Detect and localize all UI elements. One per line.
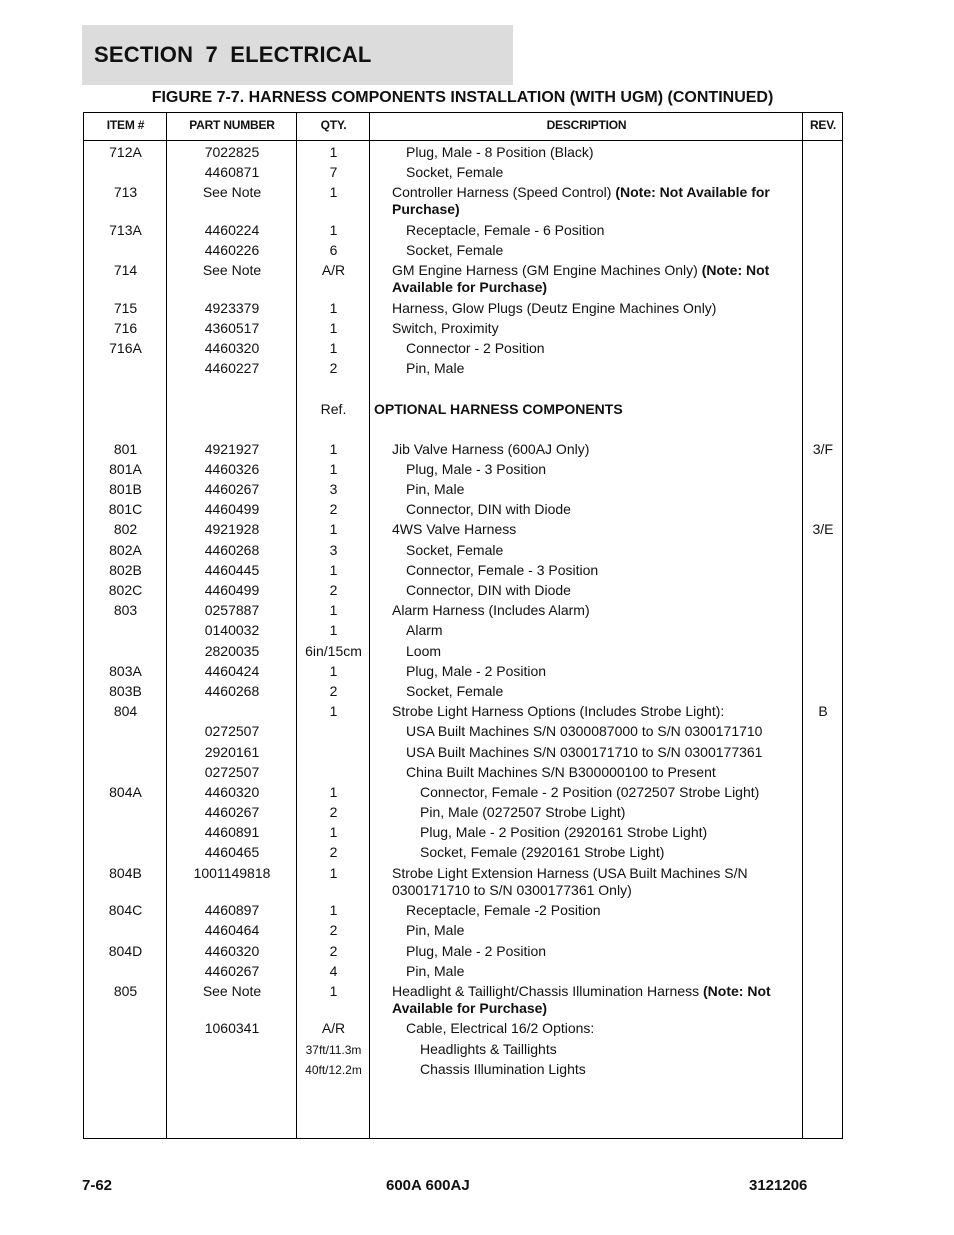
quantity: 1 [329, 184, 338, 201]
part-number: 4460464 [204, 922, 260, 939]
availability-note: (Note: Not Available for Purchase) [392, 982, 771, 1016]
item-number: 803 [113, 602, 138, 619]
table-row [84, 700, 842, 720]
part-number: 4460897 [204, 902, 260, 919]
table-row [84, 801, 842, 821]
part-number: 4921927 [204, 440, 260, 457]
part-number: 0140032 [204, 622, 260, 639]
description-text: Connector, Female - 2 Position (0272507 Strobe Light) [420, 783, 760, 800]
quantity: 4 [329, 962, 338, 979]
table-row [84, 919, 842, 939]
part-number: 4923379 [204, 299, 260, 316]
description-text: Cable, Electrical 16/2 Options: [406, 1020, 595, 1037]
description [374, 922, 802, 939]
table-row [84, 478, 842, 498]
description-text: Pin, Male [406, 922, 465, 939]
description [374, 582, 802, 599]
description-text: Harness, Glow Plugs (Deutz Engine Machines Only) [392, 299, 717, 316]
item-number: 802A [109, 541, 142, 558]
description [374, 521, 802, 538]
table-row [84, 960, 842, 980]
description-text: Pin, Male (0272507 Strobe Light) [420, 804, 626, 821]
item-number: 801 [113, 440, 138, 457]
part-number: See Note [202, 262, 262, 279]
part-number: See Note [202, 982, 262, 999]
quantity: 6 [329, 242, 338, 259]
quantity: 1 [329, 783, 338, 800]
quantity: A/R [321, 262, 346, 279]
table-row [84, 940, 842, 960]
description [374, 441, 802, 458]
item-number: 804A [109, 783, 142, 800]
description [374, 703, 802, 720]
part-number: 4460871 [204, 164, 260, 181]
section-label [374, 401, 802, 418]
quantity: 1 [329, 561, 338, 578]
description-text: Plug, Male - 3 Position [406, 460, 547, 477]
item-number: 716 [113, 319, 138, 336]
table-row [84, 899, 842, 919]
table-row [84, 1058, 842, 1078]
description [374, 300, 802, 317]
description-text: Headlights & Taillights [420, 1040, 557, 1057]
quantity: 1 [329, 622, 338, 639]
table-row [84, 539, 842, 559]
description [374, 262, 802, 296]
table-row [84, 821, 842, 841]
table-row [84, 720, 842, 740]
description [374, 360, 802, 377]
quantity: 1 [329, 982, 338, 999]
description-text: Socket, Female [406, 164, 504, 181]
part-number: 1001149818 [193, 864, 271, 881]
item-number: 803B [109, 682, 142, 699]
description [374, 501, 802, 518]
part-number: 4460267 [204, 481, 260, 498]
description-text: Chassis Illumination Lights [420, 1060, 586, 1077]
description-text: Plug, Male - 8 Position (Black) [406, 144, 594, 160]
description [374, 481, 802, 498]
quantity: 1 [329, 662, 338, 679]
parts-table [83, 112, 843, 1139]
quantity: 2 [329, 360, 338, 377]
description-text: Switch, Proximity [392, 319, 499, 336]
part-number: 4460326 [204, 460, 260, 477]
quantity: 2 [329, 582, 338, 598]
quantity: 2 [329, 682, 338, 699]
quantity: 2 [329, 844, 338, 861]
description [374, 1041, 802, 1058]
header-item: ITEM # [106, 118, 145, 132]
quantity: 1 [329, 703, 338, 720]
description [374, 602, 802, 619]
quantity: 1 [329, 299, 338, 316]
description-text: Socket, Female [406, 682, 504, 699]
part-number: 4460465 [204, 844, 260, 861]
quantity: 1 [329, 144, 338, 160]
description-text: Strobe Light Extension Harness (USA Built Machines S/N 0300171710 to S/N 0300177361 Only) [392, 864, 748, 898]
part-number: 2820035 [204, 642, 260, 659]
quantity: 1 [329, 440, 338, 457]
description-text: China Built Machines S/N B300000100 to Present [406, 763, 716, 780]
part-number: 4460320 [204, 340, 260, 357]
description [374, 643, 802, 660]
description [374, 340, 802, 357]
description [374, 963, 802, 980]
header-part-number: PART NUMBER [189, 118, 275, 132]
table-spacer [84, 378, 842, 398]
section-title: SECTION 7 ELECTRICAL [94, 42, 372, 67]
table-row [84, 161, 842, 181]
part-number: 4460891 [204, 824, 260, 841]
part-number: 4460227 [204, 360, 260, 377]
quantity: A/R [321, 1020, 346, 1037]
table-row [84, 680, 842, 700]
quantity: 1 [329, 221, 338, 238]
description [374, 844, 802, 861]
part-number: 4460499 [204, 582, 260, 598]
description-text: Alarm Harness (Includes Alarm) [392, 602, 590, 619]
description-text: Loom [406, 642, 442, 659]
item-number: 802 [113, 521, 138, 538]
description-text: Receptacle, Female - 6 Position [406, 221, 605, 238]
item-number: 803A [109, 662, 142, 679]
table-row [84, 297, 842, 317]
quantity: 40ft/12.2m [305, 1062, 362, 1077]
description-text: Receptacle, Female -2 Position [406, 902, 601, 919]
description [374, 943, 802, 960]
item-number: 712A [109, 144, 142, 160]
header-rev: REV. [809, 118, 837, 132]
part-number: 4460445 [204, 561, 260, 578]
quantity: 37ft/11.3m [305, 1042, 362, 1057]
availability-note: (Note: Not Available for Purchase) [392, 184, 770, 218]
description-text: Strobe Light Harness Options (Includes Strobe Light): [392, 703, 725, 720]
description-text: GM Engine Harness (GM Engine Machines Only) [392, 262, 702, 279]
item-number: 715 [113, 299, 138, 316]
description-text: OPTIONAL HARNESS COMPONENTS [374, 400, 623, 417]
description [374, 144, 802, 161]
table-row [84, 357, 842, 377]
description [374, 164, 802, 181]
item-number: 713 [113, 184, 138, 201]
description [374, 683, 802, 700]
page-number: 7-62 [82, 1177, 113, 1194]
description [374, 663, 802, 680]
table-row [84, 498, 842, 518]
description [374, 184, 802, 218]
table-row [84, 181, 842, 219]
table-row [84, 980, 842, 1018]
table-row [84, 1038, 842, 1058]
description-text: Headlight & Taillight/Chassis Illumination Harness [392, 982, 704, 999]
table-row [84, 141, 842, 161]
quantity: 1 [329, 864, 338, 881]
quantity: 1 [329, 319, 338, 336]
description [374, 764, 802, 781]
description [374, 824, 802, 841]
section-header [82, 25, 513, 85]
description-text: Pin, Male [406, 481, 465, 498]
quantity: 1 [329, 902, 338, 919]
header-qty: QTY. [320, 118, 347, 132]
item-number: 801C [108, 501, 143, 518]
part-number: 2920161 [204, 743, 260, 760]
item-number: 805 [113, 982, 138, 999]
description-text: Plug, Male - 2 Position (2920161 Strobe Light) [420, 824, 708, 841]
description [374, 542, 802, 559]
table-row [84, 317, 842, 337]
table-row [84, 438, 842, 458]
description [374, 723, 802, 740]
part-number: 4460267 [204, 962, 260, 979]
table-row [84, 239, 842, 259]
description [374, 461, 802, 478]
description-text: Plug, Male - 2 Position [406, 662, 547, 679]
item-number: 804C [108, 902, 143, 919]
table-spacer [84, 418, 842, 438]
description-text: Connector, Female - 3 Position [406, 561, 599, 578]
quantity: 2 [329, 942, 338, 959]
item-number: 802B [109, 561, 142, 578]
description [374, 902, 802, 919]
table-row [84, 862, 842, 900]
part-number: 0272507 [204, 763, 260, 780]
part-number: 4460267 [204, 804, 260, 821]
item-number: 801A [109, 460, 142, 477]
item-number: 714 [113, 262, 138, 279]
table-row [84, 398, 842, 418]
table-row [84, 599, 842, 619]
table-row [84, 579, 842, 599]
quantity: 1 [329, 460, 338, 477]
table-row [84, 219, 842, 239]
quantity: 6in/15cm [305, 642, 362, 659]
part-number: 1060341 [204, 1020, 260, 1037]
description-text: Alarm [406, 622, 443, 639]
table-row [84, 458, 842, 478]
description-text: Connector - 2 Position [406, 340, 545, 357]
document-number: 3121206 [749, 1177, 808, 1194]
table-row [84, 1017, 842, 1037]
table-body [84, 141, 842, 1078]
table-row [84, 518, 842, 538]
table-row [84, 559, 842, 579]
description [374, 1020, 802, 1037]
description-text: Jib Valve Harness (600AJ Only) [392, 440, 590, 457]
item-number: 713A [109, 221, 142, 238]
part-number: 4460320 [204, 942, 260, 959]
table-header [84, 113, 842, 141]
quantity: 3 [329, 541, 338, 558]
description-text: Socket, Female (2920161 Strobe Light) [420, 844, 665, 861]
part-number: 4460499 [204, 501, 260, 518]
part-number: 4460224 [204, 221, 260, 238]
part-number: 4460424 [204, 662, 260, 679]
part-number: 4460268 [204, 682, 260, 699]
table-row [84, 337, 842, 357]
table-row [84, 259, 842, 297]
item-number: 804 [113, 703, 138, 720]
quantity: 7 [329, 164, 338, 181]
part-number: 4460320 [204, 783, 260, 800]
part-number: See Note [202, 184, 262, 201]
table-row [84, 781, 842, 801]
description-text: Plug, Male - 2 Position [406, 942, 547, 959]
description-text: Pin, Male [406, 360, 465, 377]
description-text: Socket, Female [406, 242, 504, 259]
item-number: 804B [109, 864, 142, 881]
quantity: 2 [329, 501, 338, 518]
quantity: 1 [329, 824, 338, 841]
description [374, 865, 802, 899]
quantity: Ref. [320, 400, 347, 417]
figure-title: FIGURE 7-7. HARNESS COMPONENTS INSTALLATION (WITH UGM) (CONTINUED) [151, 89, 774, 106]
description [374, 622, 802, 639]
description [374, 1061, 802, 1078]
header-description: DESCRIPTION [546, 118, 627, 132]
description-text: Pin, Male [406, 962, 465, 979]
part-number: 4360517 [204, 319, 260, 336]
part-number: 4460226 [204, 242, 260, 259]
table-row [84, 761, 842, 781]
table-row [84, 619, 842, 639]
description [374, 320, 802, 337]
table-row [84, 640, 842, 660]
description-text: Connector, DIN with Diode [406, 501, 571, 518]
description [374, 983, 802, 1017]
description-text: 4WS Valve Harness [392, 521, 517, 538]
quantity: 1 [329, 340, 338, 357]
description [374, 804, 802, 821]
quantity: 1 [329, 602, 338, 619]
item-number: 716A [109, 340, 142, 357]
item-number: 802C [108, 582, 143, 598]
quantity: 2 [329, 922, 338, 939]
part-number: 4921928 [204, 521, 260, 538]
revision: 3/E [812, 521, 834, 538]
description-text: USA Built Machines S/N 0300087000 to S/N 0300171710 [406, 723, 763, 740]
table-row [84, 841, 842, 861]
description-text: Connector, DIN with Diode [406, 582, 571, 598]
table-row [84, 660, 842, 680]
description-text: Controller Harness (Speed Control) [392, 184, 616, 201]
description [374, 784, 802, 801]
description [374, 562, 802, 579]
description-text: Socket, Female [406, 541, 504, 558]
description [374, 222, 802, 239]
model-label: 600A 600AJ [386, 1177, 470, 1194]
quantity: 3 [329, 481, 338, 498]
item-number: 801B [109, 481, 142, 498]
quantity: 2 [329, 804, 338, 821]
description-text: USA Built Machines S/N 0300171710 to S/N 0300177361 [406, 743, 763, 760]
revision: B [818, 703, 828, 720]
table-row [84, 741, 842, 761]
part-number: 0272507 [204, 723, 260, 740]
availability-note: (Note: Not Available for Purchase) [392, 262, 770, 296]
part-number: 4460268 [204, 541, 260, 558]
description [374, 242, 802, 259]
part-number: 0257887 [204, 602, 260, 619]
item-number: 804D [108, 942, 143, 959]
quantity: 1 [329, 521, 338, 538]
description [374, 744, 802, 761]
revision: 3/F [812, 440, 834, 457]
part-number: 7022825 [204, 144, 260, 160]
